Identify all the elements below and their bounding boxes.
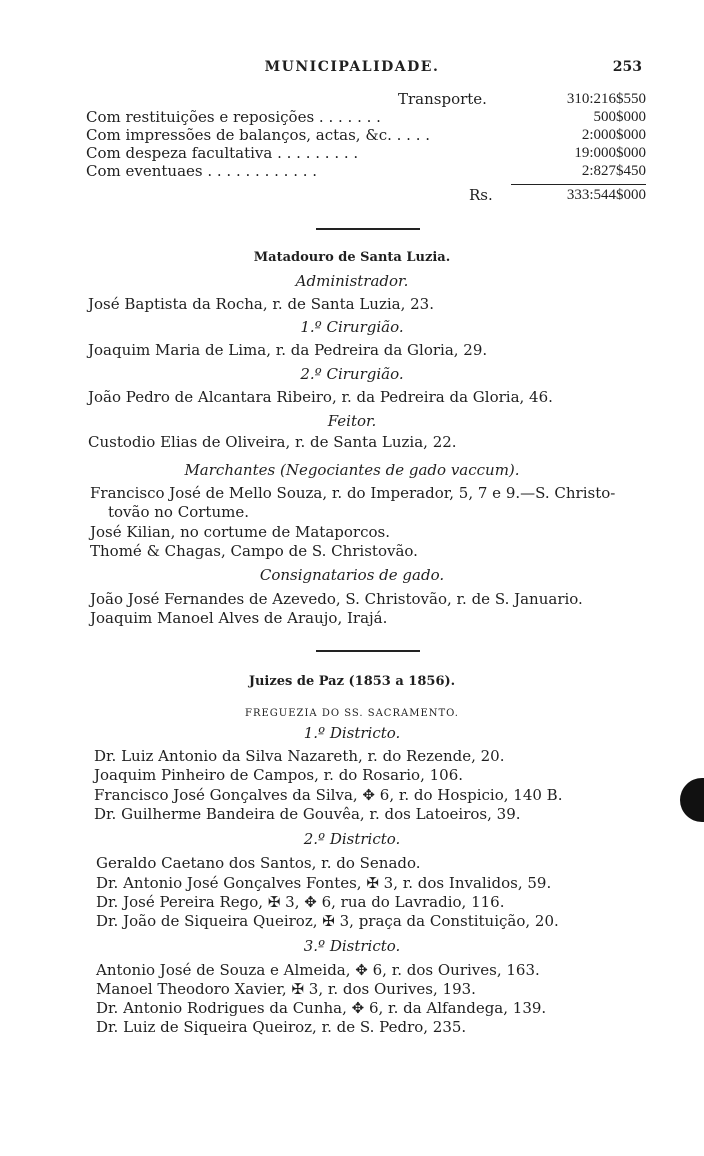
- page-edge-mark: [680, 778, 704, 822]
- transporte-amount: 310:216$550: [566, 91, 646, 107]
- account-label: Com impressões de balanços, actas, &c. . . . .: [86, 126, 431, 144]
- total-row: [86, 184, 646, 202]
- account-amount: 2:000$000: [581, 127, 646, 143]
- judge-entry: Dr. José Pereira Rego, ✠ 3, ✥ 6, rua do Lavradio, 116.: [96, 893, 505, 911]
- subheading: Consignatarios de gado.: [259, 566, 445, 584]
- subheading: Marchantes (Negociantes de gado vaccum).: [184, 461, 520, 479]
- account-label: Com restituições e reposições . . . . . . .: [86, 108, 381, 126]
- entry-line: Custodio Elias de Oliveira, r. de Santa Luzia, 22.: [88, 433, 457, 451]
- judge-entry: Francisco José Gonçalves da Silva, ✥ 6, r. do Hospicio, 140 B.: [94, 786, 563, 804]
- section-divider: [316, 650, 420, 652]
- total-rule: [511, 184, 646, 185]
- subheading: 1.º Cirurgião.: [300, 318, 404, 336]
- judge-entry: Dr. Antonio José Gonçalves Fontes, ✠ 3, r. dos Invalidos, 59.: [96, 874, 552, 892]
- account-label: Com eventuaes . . . . . . . . . . . .: [86, 162, 318, 180]
- account-amount: 2:827$450: [581, 163, 646, 179]
- entry-line: Joaquim Manoel Alves de Araujo, Irajá.: [90, 609, 388, 627]
- page-number: 253: [612, 59, 642, 75]
- judge-entry: Dr. Antonio Rodrigues da Cunha, ✥ 6, r. da Alfandega, 139.: [96, 999, 547, 1017]
- section-title: Matadouro de Santa Luzia.: [253, 250, 451, 265]
- entry-line: tovão no Cortume.: [108, 503, 249, 521]
- total-label: Rs.: [469, 186, 493, 204]
- account-row: [86, 144, 646, 162]
- entry-line: José Baptista da Rocha, r. de Santa Luzia, 23.: [88, 295, 434, 313]
- entry-line: João Pedro de Alcantara Ribeiro, r. da Pedreira da Gloria, 46.: [88, 388, 553, 406]
- running-head: MUNICIPALIDADE.: [264, 59, 440, 75]
- judge-entry: Geraldo Caetano dos Santos, r. do Senado.: [96, 854, 421, 872]
- account-amount: 500$000: [593, 109, 646, 125]
- account-row: [86, 126, 646, 144]
- accounts-table: [86, 90, 646, 202]
- section-divider: [316, 228, 420, 230]
- judge-entry: Dr. João de Siqueira Queiroz, ✠ 3, praça da Constituição, 20.: [96, 912, 559, 930]
- subheading: Administrador.: [295, 272, 409, 290]
- judge-entry: Joaquim Pinheiro de Campos, r. do Rosario, 106.: [94, 766, 464, 784]
- account-amount: 19:000$000: [574, 145, 646, 161]
- judge-entry: Dr. Guilherme Bandeira de Gouvêa, r. dos Latoeiros, 39.: [94, 805, 521, 823]
- judge-entry: Manoel Theodoro Xavier, ✠ 3, r. dos Ourives, 193.: [96, 980, 476, 998]
- entry-line: João José Fernandes de Azevedo, S. Christovão, r. de S. Januario.: [90, 590, 583, 608]
- transporte-row: [86, 90, 646, 108]
- transporte-label: Transporte.: [398, 90, 487, 108]
- section-title: Juizes de Paz (1853 a 1856).: [248, 674, 456, 689]
- judge-entry: Dr. Luiz Antonio da Silva Nazareth, r. do Rezende, 20.: [94, 747, 505, 765]
- entry-line: Thomé & Chagas, Campo de S. Christovão.: [90, 542, 418, 560]
- district-heading: 1.º Districto.: [303, 724, 401, 742]
- entry-line: José Kilian, no cortume de Mataporcos.: [90, 523, 390, 541]
- subheading: Feitor.: [327, 412, 377, 430]
- entry-line: Joaquim Maria de Lima, r. da Pedreira da Gloria, 29.: [88, 341, 488, 359]
- district-heading: 3.º Districto.: [303, 937, 401, 955]
- district-heading: 2.º Districto.: [303, 830, 401, 848]
- total-amount: 333:544$000: [566, 187, 646, 203]
- parish-heading: FREGUEZIA DO SS. SACRAMENTO.: [245, 708, 459, 719]
- account-row: [86, 108, 646, 126]
- account-label: Com despeza facultativa . . . . . . . . .: [86, 144, 359, 162]
- entry-line: Francisco José de Mello Souza, r. do Imperador, 5, 7 e 9.—S. Christo-: [90, 484, 616, 502]
- judge-entry: Dr. Luiz de Siqueira Queiroz, r. de S. Pedro, 235.: [96, 1018, 467, 1036]
- account-row: [86, 162, 646, 180]
- judge-entry: Antonio José de Souza e Almeida, ✥ 6, r. dos Ourives, 163.: [96, 961, 540, 979]
- subheading: 2.º Cirurgião.: [300, 365, 404, 383]
